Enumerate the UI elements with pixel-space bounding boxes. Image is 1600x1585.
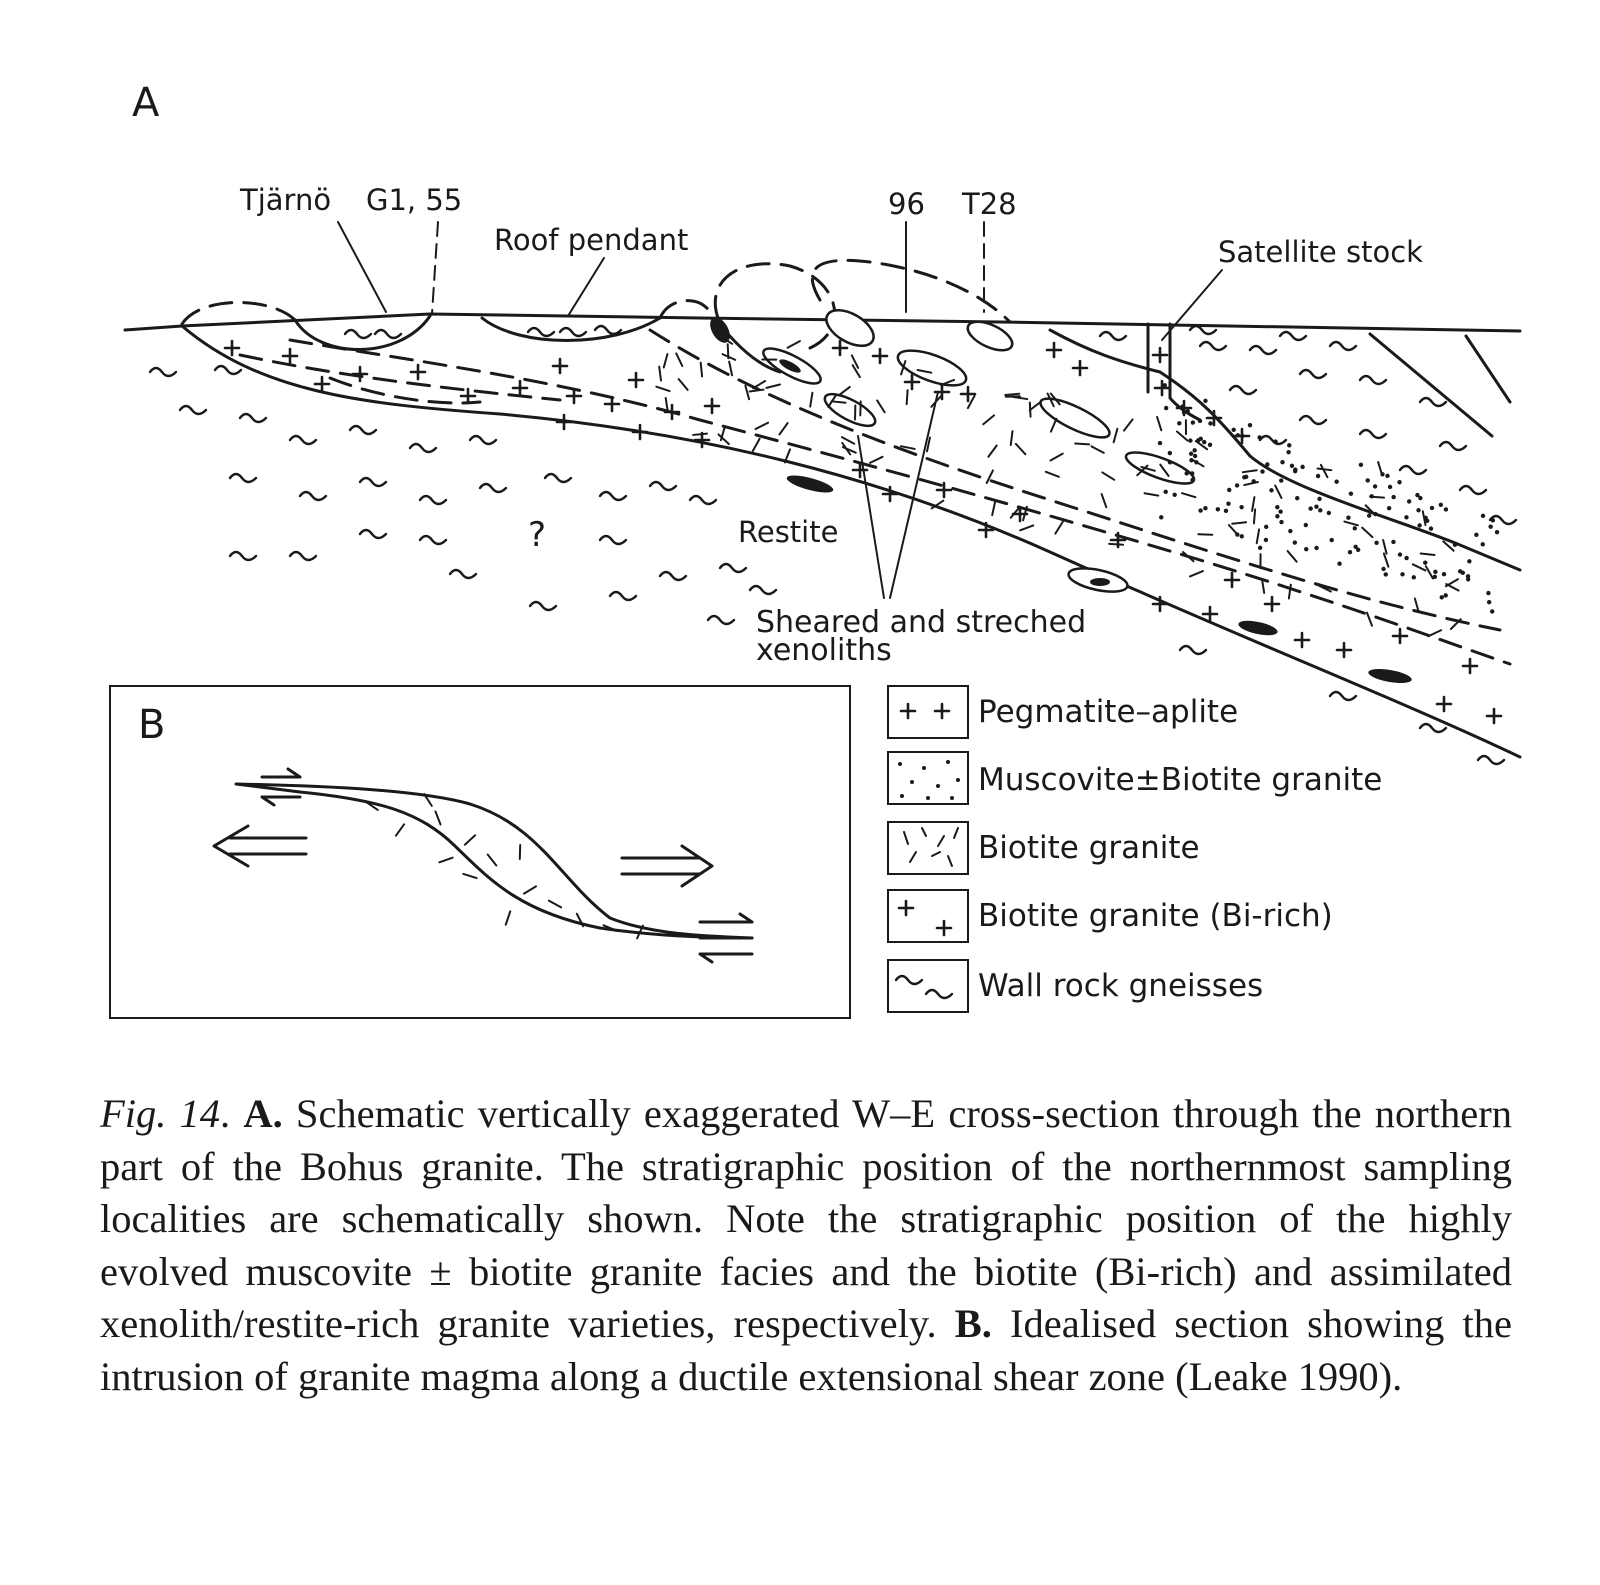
label-roof-pendant: Roof pendant [494, 223, 689, 257]
legend-swatch-biotite [888, 822, 968, 874]
caption-part-a-text: Schematic vertically exaggerated W–E cross-section through the northern part of the Bohus granite. The stratigraphic position of the northernmost sampling localities are schematically shown. Note the stratigraphic position of the highly evolved muscovite ± biotite granite facies and the biotite (Bi-rich) and assimilated xenolith/restite-rich granite varieties, respectively. [100, 1091, 1512, 1346]
legend-item-biotite-bi-rich [888, 890, 1333, 942]
label-tjarno: Tjärnö [240, 183, 332, 217]
fault-2 [1466, 336, 1510, 402]
ground-surface [125, 314, 1520, 331]
label-question-mark: ? [528, 515, 547, 555]
caption-part-b-text: Idealised section showing the intrusion of granite magma along a ductile extensional shear zone (Leake 1990). [100, 1301, 1513, 1399]
caption-part-b-label: B. [954, 1301, 992, 1346]
facies-boundary-4 [650, 330, 1500, 630]
label-t28: T28 [962, 187, 1017, 221]
label-xenoliths-wave [708, 616, 734, 624]
granite-upper-contact [1050, 330, 1520, 570]
legend-swatch-biotite-bi-rich [888, 890, 968, 942]
legend-label-wall-rock: Wall rock gneisses [978, 968, 1264, 1004]
dashed-dome-3 [715, 264, 834, 348]
legend-item-pegmatite [888, 686, 1238, 738]
legend [888, 686, 1382, 1012]
legend-swatch-wall-rock [888, 960, 968, 1012]
dashed-dome-2 [660, 301, 710, 318]
panel-a [125, 80, 1520, 764]
leader-tjarno [338, 222, 386, 312]
label-restite: Restite [738, 515, 839, 549]
leader-xenolith-1 [858, 436, 884, 598]
panel-b [110, 686, 850, 1018]
panel-a-letter: A [132, 80, 160, 126]
legend-label-biotite: Biotite granite [978, 830, 1200, 866]
legend-item-biotite [888, 822, 1200, 874]
label-96: 96 [888, 187, 925, 221]
label-satellite-stock: Satellite stock [1218, 235, 1423, 269]
legend-label-pegmatite: Pegmatite–aplite [978, 694, 1239, 730]
leader-satellite [1162, 270, 1222, 340]
label-xenoliths-line2: xenoliths [756, 633, 892, 668]
legend-swatch-pegmatite [888, 686, 968, 738]
legend-label-biotite-bi-rich: Biotite granite (Bi-rich) [978, 898, 1333, 934]
legend-label-muscovite: Muscovite±Biotite granite [978, 762, 1383, 798]
panel-b-frame [110, 686, 850, 1018]
legend-item-muscovite [888, 752, 1382, 804]
leader-roof-pendant [568, 258, 604, 316]
caption-part-a-label: A. [243, 1091, 283, 1136]
legend-item-wall-rock [888, 960, 1263, 1012]
leader-g1 [432, 222, 438, 314]
label-xenoliths-line1: Sheared and streched [756, 605, 1087, 640]
panel-b-letter: B [138, 702, 166, 748]
figure-caption: Fig. 14. A. Schematic vertically exaggerated W–E cross-section through the northern part of the Bohus granite. The stratigraphic position of the northernmost sampling localities are schematically shown. Note the stratigraphic position of the highly evolved muscovite ± biotite granite facies and the biotite (Bi-rich) and assimilated xenolith/restite-rich granite varieties, respectively. B. Idealised section showing the intrusion of granite magma along a ductile extensional shear zone (Leake 1990). [100, 1091, 1513, 1399]
label-g1-55: G1, 55 [366, 183, 463, 217]
caption-fig-ref: Fig. 14 [100, 1091, 221, 1136]
